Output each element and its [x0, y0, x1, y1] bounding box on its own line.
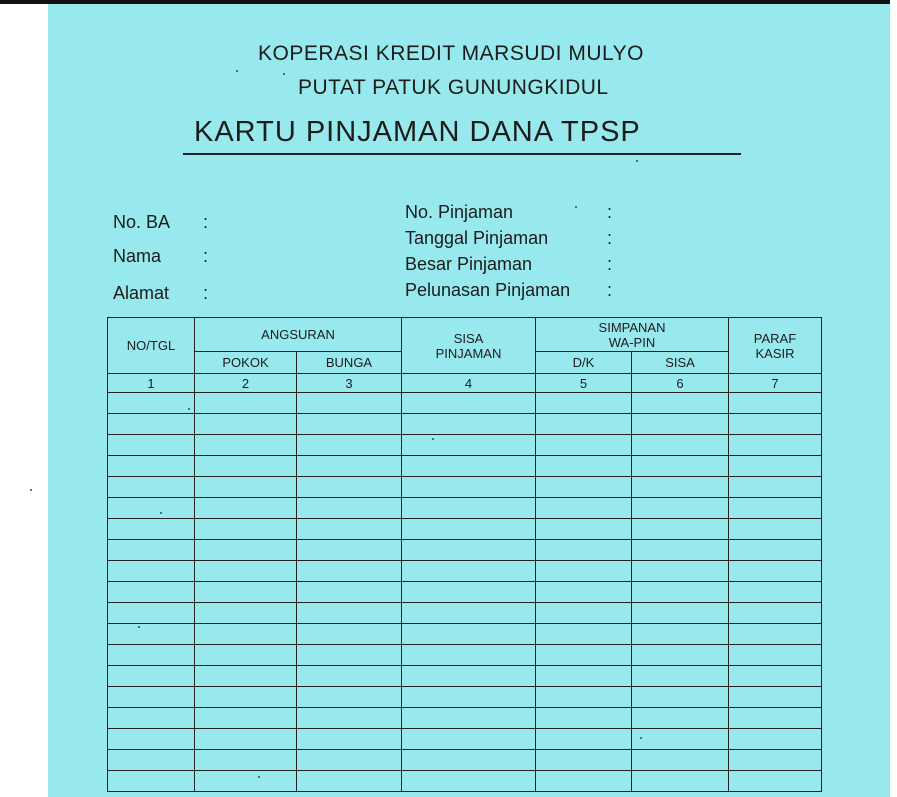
- table-cell: [536, 477, 632, 498]
- table-cell: [536, 393, 632, 414]
- table-cell: [402, 456, 536, 477]
- table-row: [108, 561, 822, 582]
- table-cell: [729, 435, 822, 456]
- table-cell: [297, 729, 402, 750]
- field-label-tanggal-pinjaman: Tanggal Pinjaman: [405, 228, 549, 248]
- column-number: 7: [729, 374, 822, 393]
- table-row: [108, 771, 822, 792]
- table-cell: [297, 456, 402, 477]
- table-cell: [729, 624, 822, 645]
- table-cell: [729, 645, 822, 666]
- table-cell: [108, 582, 195, 603]
- field-colon: :: [607, 254, 613, 274]
- column-number: 1: [108, 374, 195, 393]
- table-cell: [536, 540, 632, 561]
- header-simpanan-line2: WA-PIN: [608, 334, 656, 350]
- table-cell: [536, 645, 632, 666]
- table-cell: [402, 687, 536, 708]
- field-label-pelunasan-pinjaman: Pelunasan Pinjaman: [405, 280, 571, 300]
- table-cell: [108, 456, 195, 477]
- header-simpanan-wapin: [536, 318, 729, 352]
- table-cell: [402, 414, 536, 435]
- table-cell: [632, 456, 729, 477]
- table-cell: [632, 393, 729, 414]
- table-cell: [108, 561, 195, 582]
- table-cell: [729, 414, 822, 435]
- table-cell: [195, 687, 297, 708]
- field-colon: :: [203, 246, 209, 266]
- table-row: [108, 519, 822, 540]
- table-cell: [632, 561, 729, 582]
- table-cell: [536, 624, 632, 645]
- scan-speck: [160, 512, 162, 514]
- header-sisa-pinjaman-line1: SISA: [453, 330, 484, 346]
- table-cell: [402, 708, 536, 729]
- title-underline: [183, 153, 741, 155]
- header-pokok: POKOK: [195, 352, 297, 374]
- table-cell: [729, 582, 822, 603]
- field-colon: :: [203, 283, 209, 303]
- table-cell: [195, 414, 297, 435]
- table-cell: [297, 708, 402, 729]
- header-paraf-line1: PARAF: [753, 330, 797, 346]
- table-row: [108, 603, 822, 624]
- table-cell: [632, 708, 729, 729]
- table-cell: [297, 519, 402, 540]
- table-cell: [108, 708, 195, 729]
- table-cell: [729, 687, 822, 708]
- table-cell: [108, 498, 195, 519]
- table-cell: [402, 498, 536, 519]
- scan-speck: [283, 73, 285, 75]
- field-colon: :: [607, 202, 613, 222]
- table-cell: [297, 477, 402, 498]
- table-cell: [729, 540, 822, 561]
- table-cell: [402, 771, 536, 792]
- org-name: KOPERASI KREDIT MARSUDI MULYO: [258, 42, 644, 65]
- table-cell: [729, 456, 822, 477]
- table-cell: [632, 603, 729, 624]
- table-cell: [729, 729, 822, 750]
- table-cell: [297, 435, 402, 456]
- column-number: 6: [632, 374, 729, 393]
- table-cell: [297, 750, 402, 771]
- table-cell: [536, 498, 632, 519]
- scan-right-edge: [890, 0, 897, 797]
- org-location: PUTAT PATUK GUNUNGKIDUL: [298, 76, 609, 99]
- table-cell: [729, 519, 822, 540]
- table-cell: [632, 540, 729, 561]
- table-row: [108, 666, 822, 687]
- table-cell: [729, 666, 822, 687]
- field-label-alamat: Alamat: [113, 283, 170, 303]
- table-cell: [402, 624, 536, 645]
- table-row: [108, 393, 822, 414]
- table-cell: [632, 666, 729, 687]
- table-cell: [632, 771, 729, 792]
- field-label-no-pinjaman: No. Pinjaman: [405, 202, 514, 222]
- table-cell: [536, 687, 632, 708]
- table-row: [108, 435, 822, 456]
- table-cell: [195, 624, 297, 645]
- table-cell: [632, 687, 729, 708]
- table-cell: [402, 645, 536, 666]
- table-cell: [195, 771, 297, 792]
- loan-ledger-table: [107, 317, 822, 792]
- field-label-no-ba: No. BA: [113, 212, 171, 232]
- table-cell: [108, 603, 195, 624]
- header-paraf-kasir: [729, 318, 822, 374]
- scan-speck: [236, 70, 238, 72]
- header-paraf-line2: KASIR: [755, 345, 795, 361]
- table-cell: [729, 393, 822, 414]
- table-cell: [297, 687, 402, 708]
- column-number: 3: [297, 374, 402, 393]
- table-cell: [632, 498, 729, 519]
- scan-speck: [30, 489, 32, 491]
- table-cell: [729, 750, 822, 771]
- header-dk: D/K: [536, 352, 632, 374]
- table-cell: [632, 414, 729, 435]
- table-cell: [195, 393, 297, 414]
- table-cell: [108, 393, 195, 414]
- table-cell: [108, 666, 195, 687]
- table-cell: [536, 456, 632, 477]
- table-cell: [108, 624, 195, 645]
- table-cell: [536, 582, 632, 603]
- scan-speck: [258, 776, 260, 778]
- table-cell: [632, 477, 729, 498]
- column-number: 2: [195, 374, 297, 393]
- table-row: [108, 540, 822, 561]
- scan-speck: [188, 408, 190, 410]
- table-cell: [297, 540, 402, 561]
- table-cell: [108, 435, 195, 456]
- table-cell: [729, 498, 822, 519]
- table-cell: [297, 624, 402, 645]
- table-cell: [632, 624, 729, 645]
- table-cell: [729, 771, 822, 792]
- table-cell: [297, 666, 402, 687]
- table-cell: [632, 750, 729, 771]
- table-row: [108, 729, 822, 750]
- table-cell: [195, 750, 297, 771]
- table-cell: [195, 645, 297, 666]
- table-cell: [195, 666, 297, 687]
- table-cell: [108, 477, 195, 498]
- table-cell: [195, 477, 297, 498]
- table-cell: [536, 603, 632, 624]
- column-number: 4: [402, 374, 536, 393]
- field-label-nama: Nama: [113, 246, 162, 266]
- table-cell: [402, 519, 536, 540]
- table-cell: [729, 561, 822, 582]
- table-cell: [195, 561, 297, 582]
- table-cell: [536, 729, 632, 750]
- table-cell: [632, 729, 729, 750]
- header-simpanan-line1: SIMPANAN: [598, 319, 666, 335]
- table-cell: [402, 666, 536, 687]
- table-cell: [632, 519, 729, 540]
- table-cell: [402, 603, 536, 624]
- table-cell: [195, 456, 297, 477]
- table-cell: [195, 519, 297, 540]
- table-row: [108, 708, 822, 729]
- header-no-tgl: NO/TGL: [108, 318, 195, 374]
- table-cell: [536, 519, 632, 540]
- scan-speck: [636, 160, 638, 162]
- table-cell: [536, 771, 632, 792]
- table-cell: [297, 498, 402, 519]
- table-row: [108, 582, 822, 603]
- table-cell: [195, 582, 297, 603]
- scan-speck: [138, 626, 140, 628]
- table-cell: [108, 750, 195, 771]
- field-colon: :: [203, 212, 209, 232]
- table-cell: [297, 603, 402, 624]
- table-cell: [195, 708, 297, 729]
- table-cell: [402, 561, 536, 582]
- header-sisa: SISA: [632, 352, 729, 374]
- table-cell: [729, 477, 822, 498]
- table-row: [108, 414, 822, 435]
- table-cell: [402, 393, 536, 414]
- table-cell: [402, 750, 536, 771]
- table-cell: [632, 435, 729, 456]
- table-row: [108, 456, 822, 477]
- table-cell: [108, 540, 195, 561]
- table-cell: [536, 708, 632, 729]
- table-cell: [108, 645, 195, 666]
- scan-speck: [640, 737, 642, 739]
- table-cell: [108, 414, 195, 435]
- table-row: [108, 645, 822, 666]
- table-cell: [195, 435, 297, 456]
- table-cell: [297, 582, 402, 603]
- column-number-row: [108, 374, 822, 393]
- table-row: [108, 477, 822, 498]
- scan-speck: [432, 438, 434, 440]
- table-cell: [297, 771, 402, 792]
- header-bunga: BUNGA: [297, 352, 402, 374]
- table-cell: [195, 729, 297, 750]
- header-angsuran: ANGSURAN: [195, 318, 402, 352]
- table-row: [108, 498, 822, 519]
- table-cell: [402, 435, 536, 456]
- header-sisa-pinjaman-line2: PINJAMAN: [435, 345, 502, 361]
- field-colon: :: [607, 228, 613, 248]
- table-cell: [108, 519, 195, 540]
- table-cell: [195, 603, 297, 624]
- table-row: [108, 687, 822, 708]
- table-cell: [536, 666, 632, 687]
- table-cell: [108, 729, 195, 750]
- table-cell: [195, 540, 297, 561]
- table-cell: [297, 414, 402, 435]
- table-cell: [108, 771, 195, 792]
- field-label-besar-pinjaman: Besar Pinjaman: [405, 254, 533, 274]
- table-cell: [536, 750, 632, 771]
- table-row: [108, 750, 822, 771]
- table-cell: [536, 414, 632, 435]
- table-cell: [729, 708, 822, 729]
- table-cell: [402, 729, 536, 750]
- table-cell: [402, 582, 536, 603]
- table-cell: [195, 498, 297, 519]
- table-cell: [402, 477, 536, 498]
- table-cell: [297, 645, 402, 666]
- table-cell: [536, 561, 632, 582]
- scan-speck: [575, 206, 577, 208]
- table-cell: [632, 582, 729, 603]
- header-sisa-pinjaman: [402, 318, 536, 374]
- table-row: [108, 624, 822, 645]
- column-number: 5: [536, 374, 632, 393]
- table-cell: [108, 687, 195, 708]
- table-cell: [536, 435, 632, 456]
- card-title: KARTU PINJAMAN DANA TPSP: [194, 116, 641, 148]
- table-cell: [729, 603, 822, 624]
- table-cell: [297, 561, 402, 582]
- table-cell: [632, 645, 729, 666]
- field-colon: :: [607, 280, 613, 300]
- table-cell: [297, 393, 402, 414]
- table-cell: [402, 540, 536, 561]
